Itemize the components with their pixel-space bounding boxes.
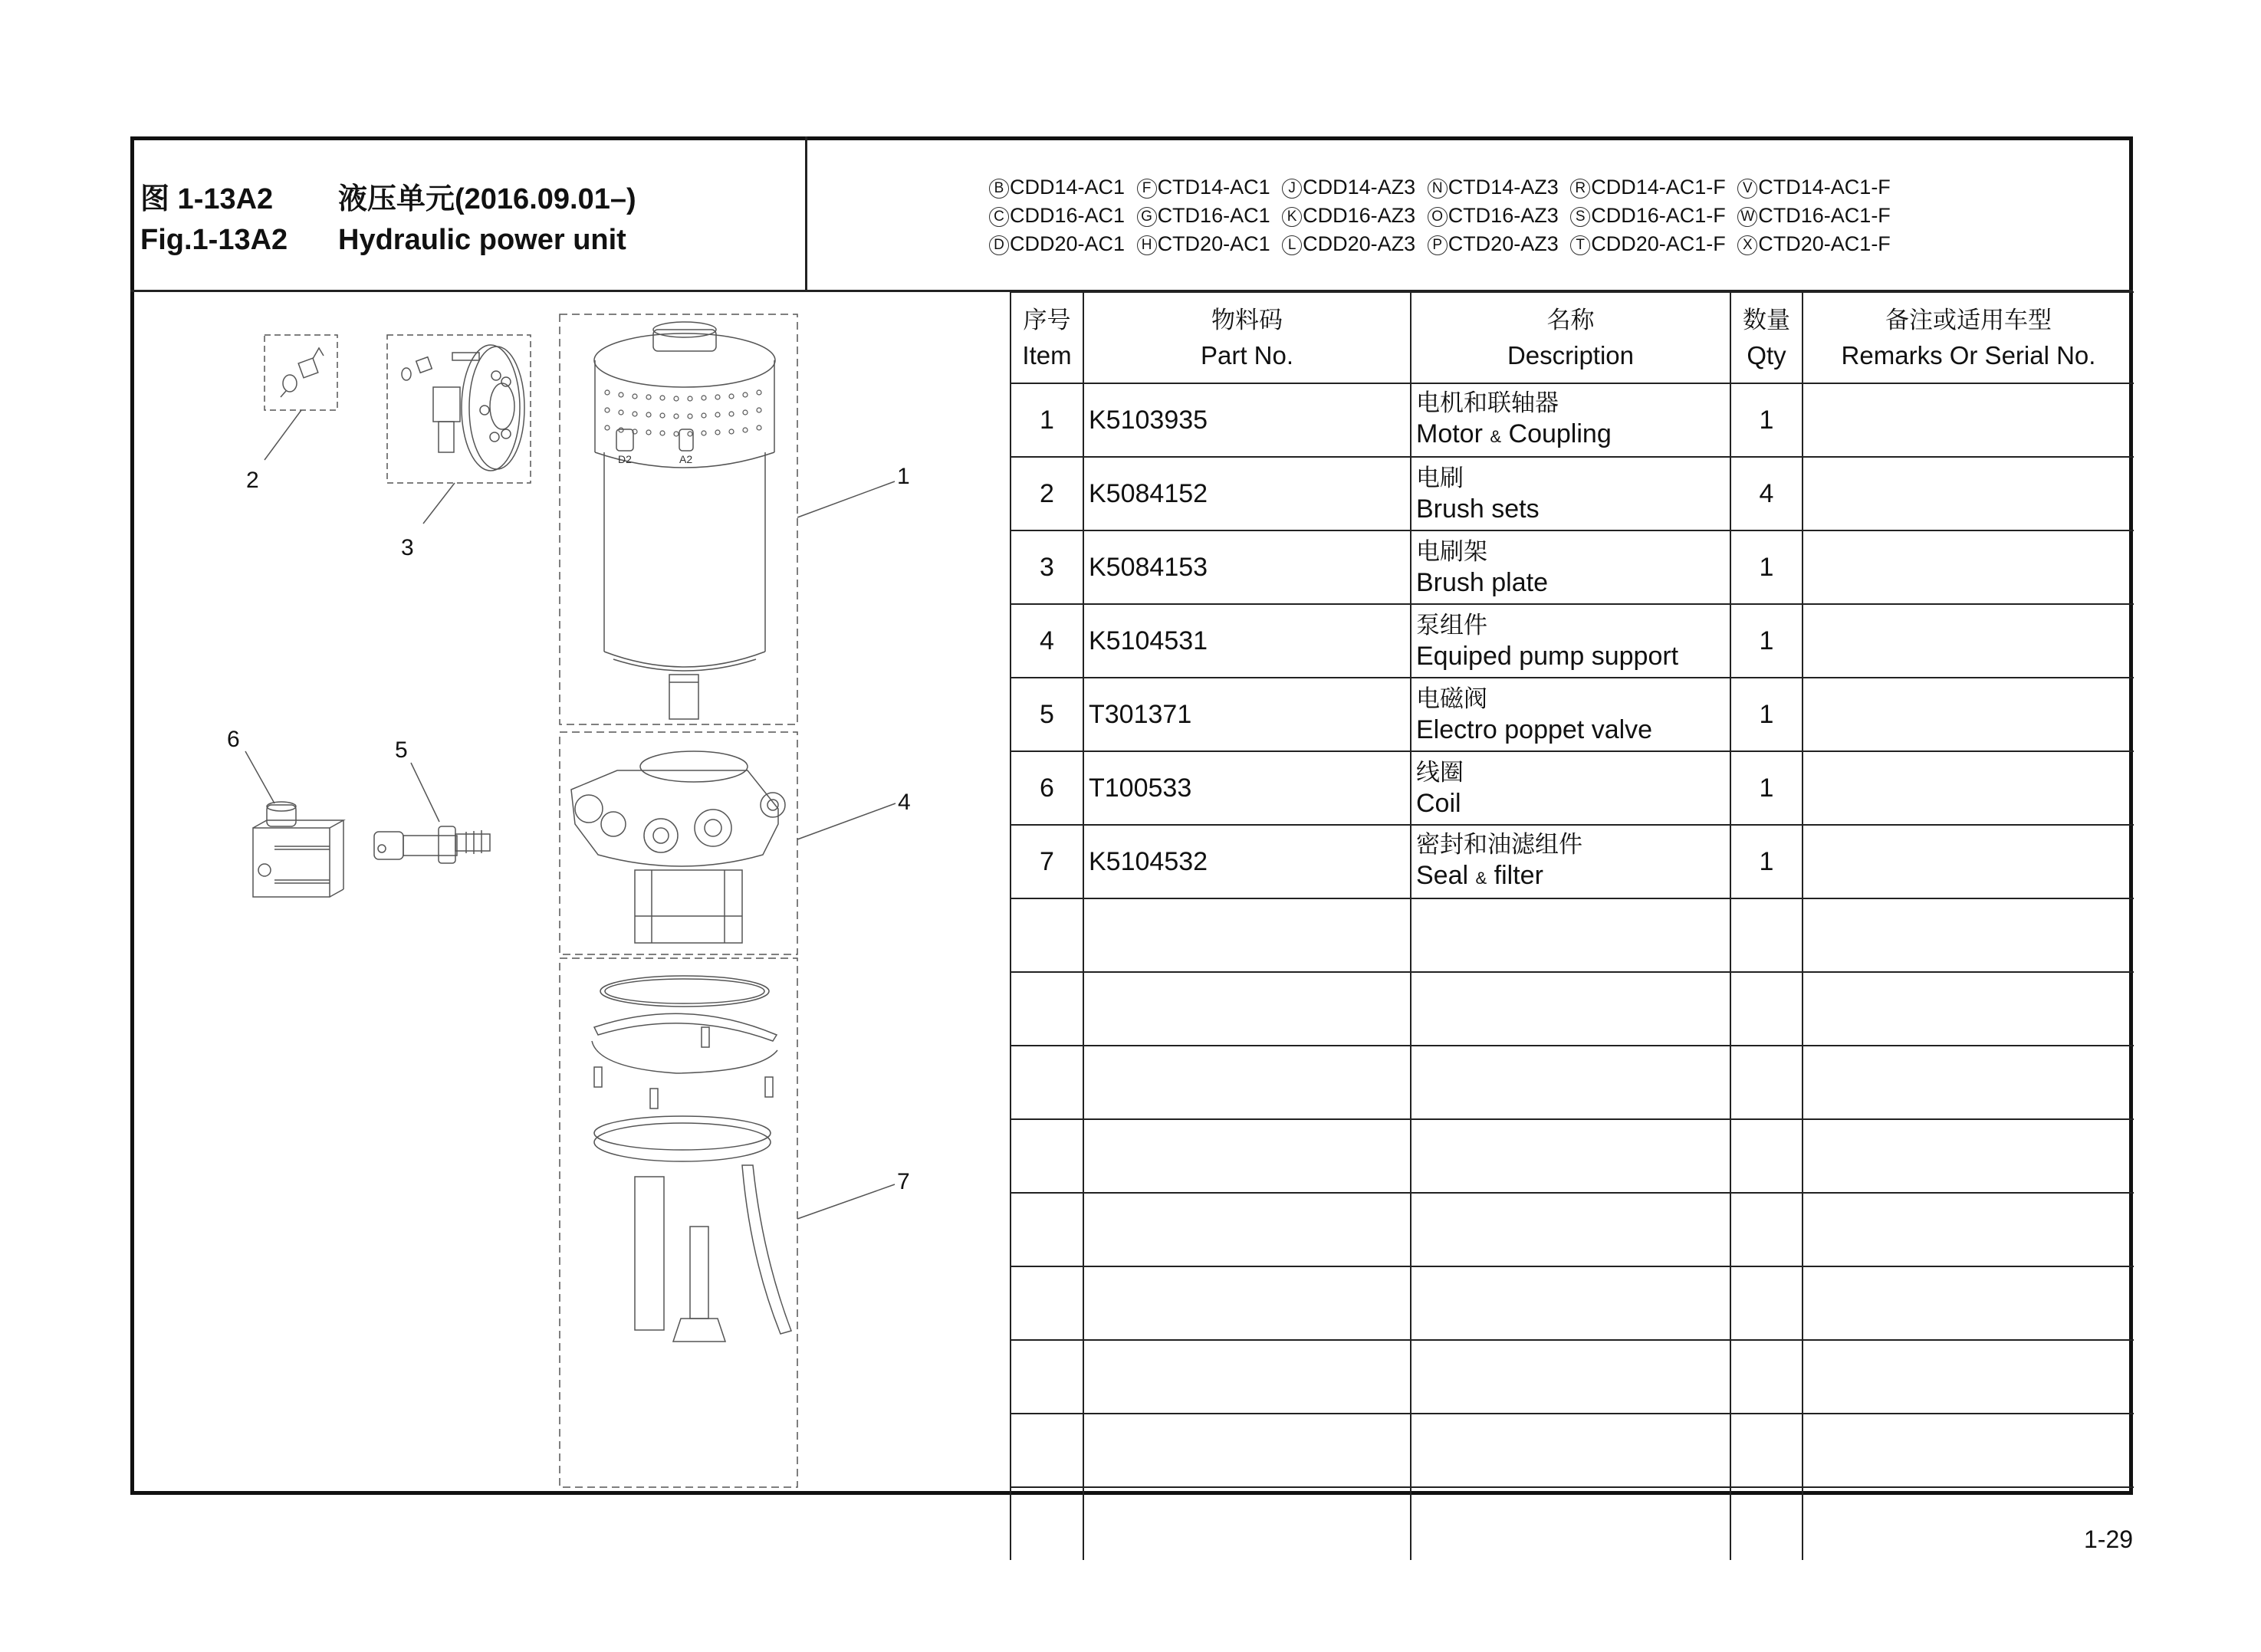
cell-remarks <box>1803 383 2134 457</box>
model-code: P CTD20-AZ3 <box>1428 232 1559 255</box>
page-number: 1-29 <box>2084 1526 2134 1553</box>
applicable-models <box>989 173 1897 258</box>
brush-plate-box <box>387 335 531 483</box>
model-code: K CDD16-AZ3 <box>1282 204 1415 227</box>
model-row <box>989 230 1897 258</box>
empty-cell <box>1411 1046 1730 1119</box>
col-header-qty: 数量 Qty <box>1730 292 1803 383</box>
leader-line-7 <box>797 1184 895 1219</box>
empty-cell <box>1411 972 1730 1046</box>
cell-qty: 1 <box>1730 825 1803 898</box>
model-code: X CTD20-AC1-F <box>1737 232 1891 255</box>
circled-letter-icon: C <box>989 207 1009 227</box>
cell-remarks <box>1803 825 2134 898</box>
empty-cell <box>1011 972 1083 1046</box>
exploded-parts-diagram <box>134 294 1008 1491</box>
model-code: J CDD14-AZ3 <box>1282 176 1415 199</box>
leader-line-4 <box>797 803 896 839</box>
empty-cell <box>1730 1340 1803 1414</box>
empty-cell <box>1083 1193 1411 1266</box>
cell-remarks <box>1803 751 2134 825</box>
figure-label-en: Fig.1-13A2 <box>140 224 288 256</box>
figure-name-cn: 液压单元(2016.09.01–) <box>338 183 636 215</box>
cell-qty: 1 <box>1730 604 1803 678</box>
model-code: R CDD14-AC1-F <box>1570 176 1726 199</box>
cell-qty: 1 <box>1730 751 1803 825</box>
terminal-label-d2: D2 <box>618 453 632 465</box>
circled-letter-icon: H <box>1137 235 1157 255</box>
model-code: D CDD20-AC1 <box>989 232 1125 255</box>
col-header-description: 名称 Description <box>1411 292 1730 383</box>
circled-letter-icon: K <box>1282 207 1302 227</box>
model-row <box>989 202 1897 230</box>
col-header-item: 序号 Item <box>1011 292 1083 383</box>
leader-line-6 <box>245 751 274 803</box>
table-row <box>1011 825 2134 898</box>
empty-cell <box>1730 1487 1803 1560</box>
cell-item: 1 <box>1011 383 1083 457</box>
model-code: O CTD16-AZ3 <box>1428 204 1559 227</box>
terminal-label-a2: A2 <box>679 453 693 465</box>
cell-part-no: T100533 <box>1083 751 1411 825</box>
circled-letter-icon: O <box>1428 207 1448 227</box>
brush-set-box <box>265 335 337 410</box>
table-row <box>1011 530 2134 604</box>
circled-letter-icon: S <box>1570 207 1590 227</box>
empty-cell <box>1411 1119 1730 1193</box>
circled-letter-icon: T <box>1570 235 1590 255</box>
empty-cell <box>1730 1414 1803 1487</box>
cell-remarks <box>1803 604 2134 678</box>
callout-1: 1 <box>897 464 910 489</box>
model-code: C CDD16-AC1 <box>989 204 1125 227</box>
figure-title-cn <box>140 175 636 217</box>
empty-cell <box>1411 898 1730 972</box>
cell-part-no: T301371 <box>1083 678 1411 751</box>
empty-cell <box>1803 1119 2134 1193</box>
circled-letter-icon: G <box>1137 207 1157 227</box>
leader-line-2 <box>265 410 301 460</box>
circled-letter-icon: V <box>1737 179 1757 199</box>
circled-letter-icon: X <box>1737 235 1757 255</box>
cell-part-no: K5104531 <box>1083 604 1411 678</box>
empty-row <box>1011 1266 2134 1340</box>
model-code: T CDD20-AC1-F <box>1570 232 1726 255</box>
cell-item: 3 <box>1011 530 1083 604</box>
cell-part-no: K5104532 <box>1083 825 1411 898</box>
cell-part-no: K5084153 <box>1083 530 1411 604</box>
table-row <box>1011 383 2134 457</box>
empty-cell <box>1083 1119 1411 1193</box>
empty-cell <box>1803 1340 2134 1414</box>
cell-item: 2 <box>1011 457 1083 530</box>
model-code: S CDD16-AC1-F <box>1570 204 1726 227</box>
empty-cell <box>1411 1340 1730 1414</box>
cell-part-no: K5103935 <box>1083 383 1411 457</box>
empty-cell <box>1730 1193 1803 1266</box>
coil-icon <box>253 802 343 897</box>
empty-cell <box>1083 898 1411 972</box>
cell-qty: 4 <box>1730 457 1803 530</box>
model-code: L CDD20-AZ3 <box>1282 232 1415 255</box>
cell-item: 5 <box>1011 678 1083 751</box>
empty-cell <box>1011 1487 1083 1560</box>
model-code: B CDD14-AC1 <box>989 176 1125 199</box>
parts-table <box>1010 291 2134 1560</box>
cell-part-no: K5084152 <box>1083 457 1411 530</box>
empty-row <box>1011 1119 2134 1193</box>
cell-description: 电刷 Brush sets <box>1411 457 1730 530</box>
figure-label-cn: 图 1-13A2 <box>140 183 274 215</box>
figure-name-en: Hydraulic power unit <box>338 224 626 256</box>
table-header-row <box>1011 292 2134 383</box>
empty-cell <box>1803 1046 2134 1119</box>
cell-qty: 1 <box>1730 530 1803 604</box>
circled-letter-icon: L <box>1282 235 1302 255</box>
model-code: V CTD14-AC1-F <box>1737 176 1891 199</box>
leader-line-1 <box>797 481 895 517</box>
callout-7: 7 <box>897 1169 910 1194</box>
empty-cell <box>1083 1266 1411 1340</box>
model-row <box>989 173 1897 202</box>
circled-letter-icon: R <box>1570 179 1590 199</box>
table-row <box>1011 751 2134 825</box>
empty-cell <box>1803 1193 2134 1266</box>
table-row <box>1011 457 2134 530</box>
cell-item: 7 <box>1011 825 1083 898</box>
circled-letter-icon: W <box>1737 207 1757 227</box>
empty-cell <box>1803 898 2134 972</box>
empty-row <box>1011 1193 2134 1266</box>
cell-item: 4 <box>1011 604 1083 678</box>
cell-remarks <box>1803 530 2134 604</box>
empty-row <box>1011 972 2134 1046</box>
empty-cell <box>1730 1266 1803 1340</box>
empty-cell <box>1730 1046 1803 1119</box>
cell-description: 泵组件 Equiped pump support <box>1411 604 1730 678</box>
cell-description: 电磁阀 Electro poppet valve <box>1411 678 1730 751</box>
empty-cell <box>1411 1266 1730 1340</box>
cell-remarks <box>1803 457 2134 530</box>
empty-cell <box>1730 898 1803 972</box>
empty-cell <box>1011 1046 1083 1119</box>
model-code: G CTD16-AC1 <box>1137 204 1270 227</box>
empty-cell <box>1011 1193 1083 1266</box>
model-code: N CTD14-AZ3 <box>1428 176 1559 199</box>
callout-5: 5 <box>395 737 408 763</box>
pump-box <box>560 732 797 954</box>
empty-cell <box>1803 972 2134 1046</box>
cell-item: 6 <box>1011 751 1083 825</box>
empty-cell <box>1411 1193 1730 1266</box>
empty-row <box>1011 898 2134 972</box>
model-code: H CTD20-AC1 <box>1137 232 1270 255</box>
leader-line-3 <box>423 483 455 524</box>
circled-letter-icon: D <box>989 235 1009 255</box>
empty-cell <box>1803 1414 2134 1487</box>
empty-cell <box>1083 1414 1411 1487</box>
empty-cell <box>1730 972 1803 1046</box>
empty-cell <box>1411 1487 1730 1560</box>
empty-row <box>1011 1414 2134 1487</box>
empty-cell <box>1011 1119 1083 1193</box>
empty-cell <box>1803 1266 2134 1340</box>
col-header-remarks: 备注或适用车型 Remarks Or Serial No. <box>1803 292 2134 383</box>
empty-cell <box>1083 1340 1411 1414</box>
circled-letter-icon: F <box>1137 179 1157 199</box>
empty-cell <box>1730 1119 1803 1193</box>
table-row <box>1011 604 2134 678</box>
empty-cell <box>1083 1487 1411 1560</box>
empty-cell <box>1411 1414 1730 1487</box>
empty-row <box>1011 1340 2134 1414</box>
motor-icon <box>594 322 775 719</box>
solenoid-valve-icon <box>374 826 490 863</box>
empty-cell <box>1011 898 1083 972</box>
circled-letter-icon: P <box>1428 235 1448 255</box>
seal-filter-icon <box>592 976 791 1342</box>
cell-description: 电机和联轴器 Motor & Coupling <box>1411 383 1730 457</box>
cell-description: 电刷架 Brush plate <box>1411 530 1730 604</box>
model-code: F CTD14-AC1 <box>1137 176 1270 199</box>
cell-qty: 1 <box>1730 678 1803 751</box>
brush-set-icon <box>281 348 324 397</box>
empty-row <box>1011 1487 2134 1560</box>
figure-title-en <box>140 224 626 257</box>
circled-letter-icon: N <box>1428 179 1448 199</box>
empty-cell <box>1011 1414 1083 1487</box>
empty-cell <box>1083 972 1411 1046</box>
cell-description: 线圈 Coil <box>1411 751 1730 825</box>
table-row <box>1011 678 2134 751</box>
col-header-part-no: 物料码 Part No. <box>1083 292 1411 383</box>
circled-letter-icon: J <box>1282 179 1302 199</box>
brush-plate-icon <box>402 345 524 471</box>
cell-qty: 1 <box>1730 383 1803 457</box>
empty-cell <box>1083 1046 1411 1119</box>
model-code: W CTD16-AC1-F <box>1737 204 1891 227</box>
empty-cell <box>1011 1266 1083 1340</box>
header-vertical-divider <box>805 136 807 291</box>
cell-description: 密封和油滤组件 Seal & filter <box>1411 825 1730 898</box>
callout-6: 6 <box>227 727 240 752</box>
empty-cell <box>1011 1340 1083 1414</box>
callout-4: 4 <box>898 790 911 815</box>
empty-row <box>1011 1046 2134 1119</box>
circled-letter-icon: B <box>989 179 1009 199</box>
pump-icon <box>571 751 785 943</box>
leader-line-5 <box>411 763 439 822</box>
callout-2: 2 <box>246 468 259 493</box>
cell-remarks <box>1803 678 2134 751</box>
callout-3: 3 <box>401 535 414 560</box>
